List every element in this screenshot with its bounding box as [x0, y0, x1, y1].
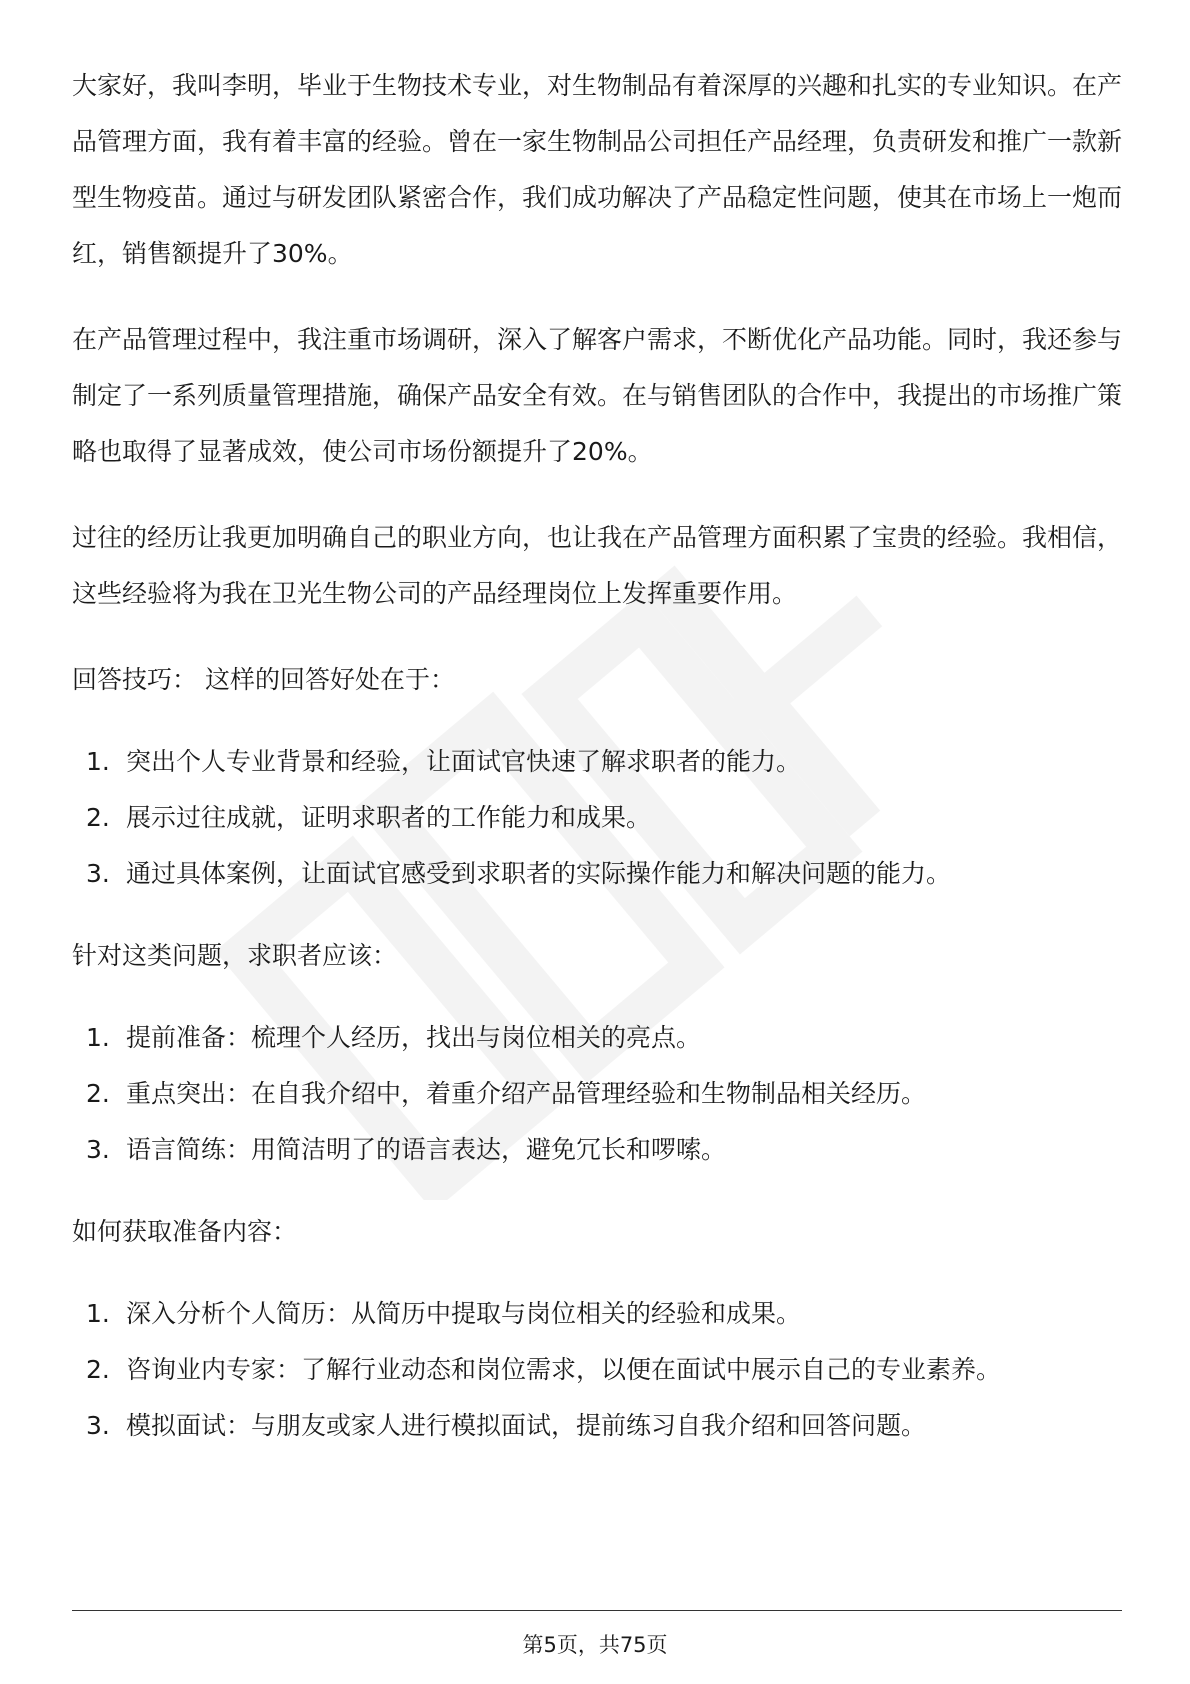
should-label: 针对这类问题，求职者应该：: [72, 941, 398, 970]
list-item: 1. 突出个人专业背景和经验，让面试官快速了解求职者的能力。: [86, 747, 802, 776]
list-item: 2. 重点突出：在自我介绍中，着重介绍产品管理经验和生物制品相关经历。: [86, 1079, 927, 1108]
footer-divider: [72, 1610, 1122, 1611]
list-item: 2. 展示过往成就，证明求职者的工作能力和成果。: [86, 803, 652, 832]
list-item: 1. 深入分析个人简历：从简历中提取与岗位相关的经验和成果。: [86, 1299, 802, 1328]
paragraph-management: 在产品管理过程中，我注重市场调研，深入了解客户需求，不断优化产品功能。同时，我还参与制定了一系列质量管理措施，确保产品安全有效。在与销售团队的合作中，我提出的市场推广策略也取得了显著成效，使公司市场份额提升了20%。: [72, 325, 1123, 466]
paragraph-intro: 大家好，我叫李明，毕业于生物技术专业，对生物制品有着深厚的兴趣和扎实的专业知识。在产品管理方面，我有着丰富的经验。曾在一家生物制品公司担任产品经理，负责研发和推广一款新型生物疫苗。通过与研发团队紧密合作，我们成功解决了产品稳定性问题，使其在市场上一炮而红，销售额提升了30%。: [72, 71, 1123, 268]
should-list: [72, 1010, 1122, 1178]
paragraph-conclusion: 过往的经历让我更加明确自己的职业方向，也让我在产品管理方面积累了宝贵的经验。我相信，这些经验将为我在卫光生物公司的产品经理岗位上发挥重要作用。: [72, 523, 1123, 608]
tips-label: 回答技巧： 这样的回答好处在于：: [72, 665, 455, 694]
prepare-list: [72, 1286, 1122, 1454]
page-number: 第5页，共75页: [522, 1633, 668, 1657]
list-item: 1. 提前准备：梳理个人经历，找出与岗位相关的亮点。: [86, 1023, 702, 1052]
prepare-label: 如何获取准备内容：: [72, 1217, 298, 1246]
list-item: 3. 语言简练：用简洁明了的语言表达，避免冗长和啰嗦。: [86, 1135, 727, 1164]
document-page: [72, 58, 1122, 1480]
tips-list: [72, 734, 1122, 902]
list-item: 3. 通过具体案例，让面试官感受到求职者的实际操作能力和解决问题的能力。: [86, 859, 952, 888]
list-item: 3. 模拟面试：与朋友或家人进行模拟面试，提前练习自我介绍和回答问题。: [86, 1411, 927, 1440]
list-item: 2. 咨询业内专家：了解行业动态和岗位需求，以便在面试中展示自己的专业素养。: [86, 1355, 1002, 1384]
